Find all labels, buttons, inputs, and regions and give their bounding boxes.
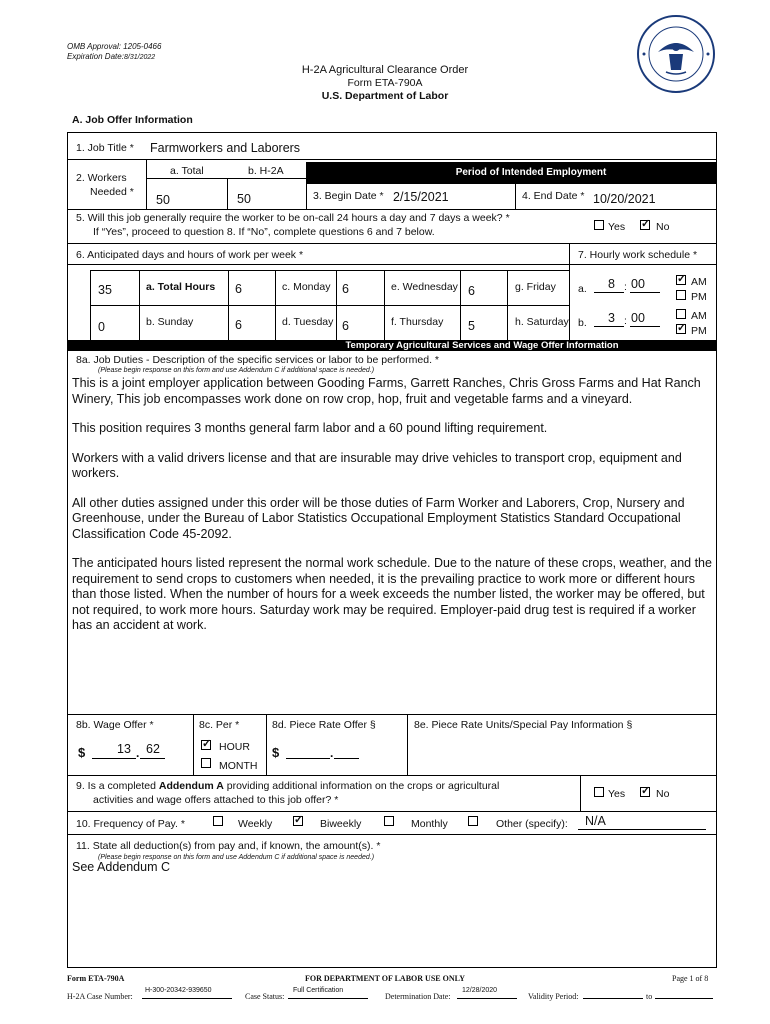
monthly-checkbox[interactable]: [384, 816, 394, 826]
on-call-no-label: No: [656, 221, 670, 233]
deductions-value[interactable]: See Addendum C: [72, 860, 170, 874]
validity-to-label: to: [646, 992, 653, 1001]
wage-dollars[interactable]: 13: [117, 742, 131, 756]
wednesday-value[interactable]: 6: [468, 284, 475, 298]
determination-date-value: 12/28/2020: [462, 987, 498, 994]
total-days-value[interactable]: 6: [235, 282, 242, 296]
on-call-yes-label: Yes: [608, 221, 626, 233]
days-hours-label: 6. Anticipated days and hours of work per week *: [76, 249, 304, 261]
footer-page-number: Page 1 of 8: [672, 974, 709, 983]
piece-rate-units-label: 8e. Piece Rate Units/Special Pay Information §: [414, 719, 633, 731]
duties-paragraph: This is a joint employer application between Gooding Farms, Garrett Ranches, Chris Gross Farms and Hat Ranch Winery, This job encompasses work done on row crop, hop, fruit and vegetable farms and a vineyard.: [72, 376, 701, 406]
workers-needed-label-2: Needed *: [90, 186, 134, 198]
addendum-a-no-checkbox[interactable]: [640, 787, 650, 797]
addendum-a-question-2: activities and wage offers attached to this job offer? *: [93, 794, 339, 806]
piece-rate-dollars-field[interactable]: [286, 744, 330, 759]
monday-value[interactable]: 6: [342, 282, 349, 296]
per-month-label: MONTH: [219, 760, 258, 772]
begin-date-value[interactable]: 2/15/2021: [393, 190, 449, 204]
on-call-question: 5. Will this job generally require the worker to be on-call 24 hours a day and 7 days a week? *: [76, 212, 510, 224]
piece-rate-cents-field[interactable]: [334, 744, 359, 759]
begin-date-label: 3. Begin Date *: [313, 190, 384, 202]
temporary-services-bar: Temporary Agricultural Services and Wage Offer Information: [67, 340, 717, 351]
form-title: H-2A Agricultural Clearance Order: [301, 64, 469, 76]
monday-label: c. Monday: [282, 281, 331, 293]
biweekly-label: Biweekly: [320, 818, 362, 830]
form-number: Form ETA-790A: [347, 77, 423, 89]
start-pm-checkbox[interactable]: [676, 290, 686, 300]
end-date-value[interactable]: 10/20/2021: [593, 192, 656, 206]
duties-paragraph: All other duties assigned under this order will be those duties of Farm Worker and Laborers, Crop, Nursery and Greenhouse, under the Bureau of Labor Statistics Occupational Employment Statistics Standard Occupational Classification Code 45-2092.: [72, 495, 685, 541]
dol-seal-icon: [636, 14, 716, 94]
total-hours-label: a. Total Hours: [146, 281, 216, 293]
pay-frequency-label: 10. Frequency of Pay. *: [76, 818, 185, 830]
wage-cents[interactable]: 62: [146, 742, 160, 756]
end-am-label: AM: [691, 310, 707, 322]
omb-approval: OMB Approval: 1205-0466: [67, 42, 162, 51]
weekly-checkbox[interactable]: [213, 816, 223, 826]
job-duties-label: 8a. Job Duties - Description of the specific services or labor to be performed. *: [76, 354, 439, 366]
total-workers-value[interactable]: 50: [156, 193, 170, 207]
start-time-label: a.: [578, 283, 587, 295]
department-name: U.S. Department of Labor: [321, 90, 449, 102]
saturday-label: h. Saturday: [515, 316, 569, 328]
end-hour[interactable]: 3: [608, 311, 615, 325]
sunday-value[interactable]: 6: [235, 318, 242, 332]
addendum-a-yes-label: Yes: [608, 788, 626, 800]
on-call-no-checkbox[interactable]: [640, 220, 650, 230]
other-label: Other (specify):: [496, 818, 568, 830]
end-time-label: b.: [578, 317, 587, 329]
biweekly-checkbox[interactable]: [293, 816, 303, 826]
sunday-hours-row-value[interactable]: 0: [98, 320, 105, 334]
end-minute[interactable]: 00: [631, 311, 645, 325]
addendum-a-no-label: No: [656, 788, 670, 800]
friday-label: g. Friday: [515, 281, 556, 293]
wage-offer-label: 8b. Wage Offer *: [76, 719, 154, 731]
workers-needed-label: 2. Workers: [76, 172, 127, 184]
duties-paragraph: The anticipated hours listed represent the normal work schedule. Due to the nature of these crops, weather, and the requirement to send crops to customers when needed, it is the prevailing practice to work more or different hours than those listed. When the number of hours for a week exceeds the number listed, the worker may be offered, but not required, to work more hours. Saturday work may be required. Employer-paid drug test is required if a worker has an accident at work.: [72, 556, 712, 632]
start-hour[interactable]: 8: [608, 277, 615, 291]
footer-form-name: Form ETA-790A: [67, 974, 125, 983]
job-duties-note: (Please begin response on this form and use Addendum C if additional space is needed.): [98, 367, 375, 374]
weekly-label: Weekly: [238, 818, 273, 830]
start-minute[interactable]: 00: [631, 277, 645, 291]
per-month-checkbox[interactable]: [201, 758, 211, 768]
end-pm-label: PM: [691, 325, 707, 337]
job-title-value[interactable]: Farmworkers and Laborers: [150, 141, 301, 155]
start-am-checkbox[interactable]: [676, 275, 686, 285]
sunday-label: b. Sunday: [146, 316, 194, 328]
wage-dollar-sign: $: [78, 745, 86, 760]
job-title-label: 1. Job Title *: [76, 142, 134, 154]
duties-paragraph: This position requires 3 months general farm labor and a 60 pound lifting requirement.: [72, 421, 548, 435]
expiration-label: Expiration Date:: [67, 52, 124, 61]
total-workers-label: a. Total: [170, 165, 204, 177]
on-call-yes-checkbox[interactable]: [594, 220, 604, 230]
case-status-label: Case Status:: [245, 992, 285, 1001]
end-am-checkbox[interactable]: [676, 309, 686, 319]
expiration-date: 8/31/2022: [124, 54, 156, 61]
job-duties-text[interactable]: [72, 376, 714, 648]
deductions-note: (Please begin response on this form and use Addendum C if additional space is needed.): [98, 854, 375, 861]
other-checkbox[interactable]: [468, 816, 478, 826]
thursday-label: f. Thursday: [391, 316, 444, 328]
case-status-value: Full Certification: [293, 987, 344, 994]
start-am-label: AM: [691, 276, 707, 288]
tuesday-value[interactable]: 6: [342, 319, 349, 333]
h2a-workers-label: b. H-2A: [248, 165, 284, 177]
piece-rate-dollar-sign: $: [272, 745, 280, 760]
end-pm-checkbox[interactable]: [676, 324, 686, 334]
on-call-instructions: If “Yes”, proceed to question 8. If “No”, complete questions 6 and 7 below.: [93, 226, 435, 238]
end-date-label: 4. End Date *: [522, 190, 585, 202]
hourly-schedule-label: 7. Hourly work schedule *: [578, 249, 698, 261]
per-hour-label: HOUR: [219, 741, 250, 753]
start-pm-label: PM: [691, 291, 707, 303]
case-number-label: H-2A Case Number:: [67, 992, 133, 1001]
wednesday-label: e. Wednesday: [391, 281, 458, 293]
duties-paragraph: Workers with a valid drivers license and that are insurable may drive vehicles to transport crop, equipment and workers.: [72, 450, 682, 480]
addendum-a-question: 9. Is a completed Addendum A providing additional information on the crops or agricultural: [76, 780, 500, 792]
other-value[interactable]: N/A: [585, 814, 606, 828]
addendum-a-yes-checkbox[interactable]: [594, 787, 604, 797]
section-a-title: A. Job Offer Information: [72, 114, 193, 126]
monthly-label: Monthly: [411, 818, 448, 830]
deductions-label: 11. State all deduction(s) from pay and, if known, the amount(s). *: [76, 840, 381, 852]
case-number-value: H-300-20342-939650: [145, 987, 212, 994]
thursday-value[interactable]: 5: [468, 319, 475, 333]
total-hours-value[interactable]: 35: [98, 283, 112, 297]
per-label: 8c. Per *: [199, 719, 240, 731]
h2a-workers-value[interactable]: 50: [237, 192, 251, 206]
determination-date-label: Determination Date:: [385, 992, 451, 1001]
tuesday-label: d. Tuesday: [282, 316, 334, 328]
footer-dol-only: FOR DEPARTMENT OF LABOR USE ONLY: [305, 974, 465, 983]
validity-period-label: Validity Period:: [528, 992, 579, 1001]
piece-rate-label: 8d. Piece Rate Offer §: [272, 719, 376, 731]
period-of-employment-bar: Period of Intended Employment: [306, 162, 716, 184]
per-hour-checkbox[interactable]: [201, 740, 211, 750]
